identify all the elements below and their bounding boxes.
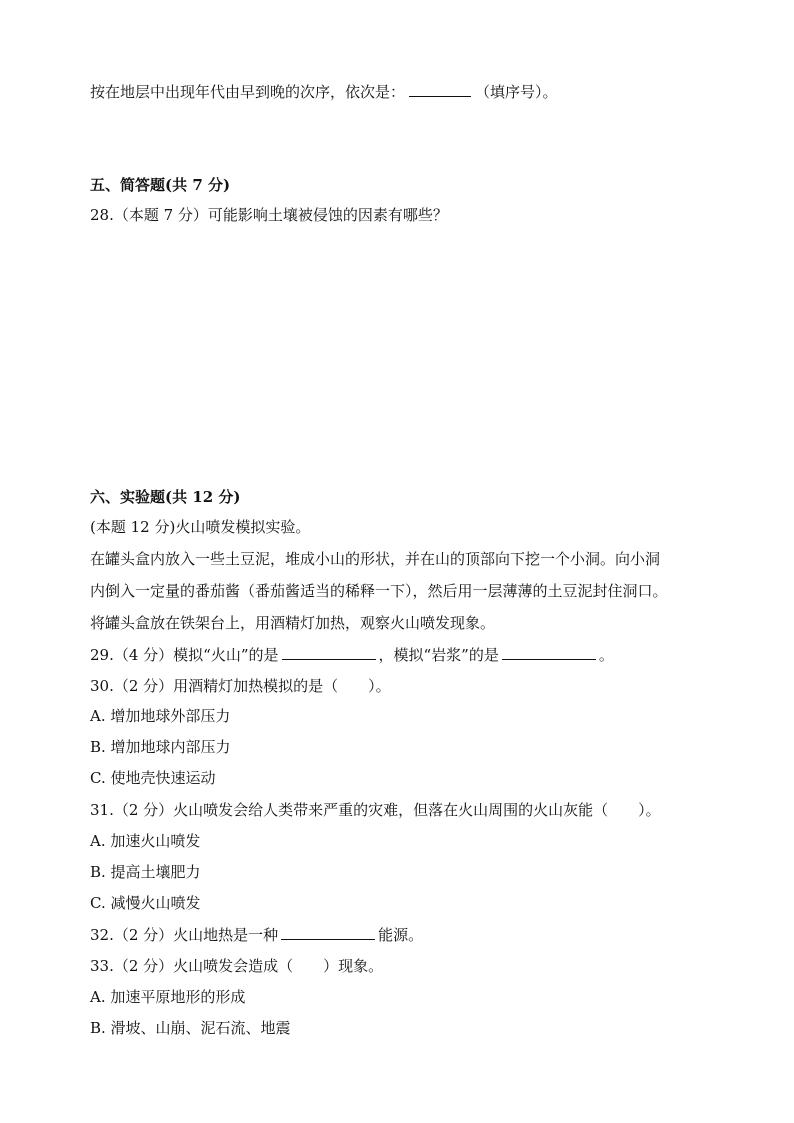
answer-blank-volcano[interactable] xyxy=(282,645,376,660)
section-6-heading: 六、实验题(共 12 分) xyxy=(90,488,241,506)
q31-option-c[interactable]: C. 减慢火山喷发 xyxy=(90,894,201,912)
experiment-desc-2: 内倒入一定量的番茄酱（番茄酱适当的稀释一下），然后用一层薄薄的土豆泥封住洞口。 xyxy=(90,582,668,600)
question-31: 31.（2 分）火山喷发会给人类带来严重的灾难，但落在火山周围的火山灰能（ ）。 xyxy=(90,801,661,819)
prev-question-suffix: （填序号）。 xyxy=(475,83,558,101)
q33-option-b[interactable]: B. 滑坡、山崩、泥石流、地震 xyxy=(90,1019,291,1037)
section-5-heading: 五、简答题(共 7 分) xyxy=(90,176,231,194)
question-33: 33.（2 分）火山喷发会造成（ ）现象。 xyxy=(90,957,384,975)
q32-part2: 能源。 xyxy=(378,926,424,944)
question-32 xyxy=(90,925,423,945)
q32-part1: 32.（2 分）火山地热是一种 xyxy=(90,926,279,944)
prev-question-line xyxy=(90,82,558,102)
experiment-intro: (本题 12 分)火山喷发模拟实验。 xyxy=(90,518,311,536)
question-29 xyxy=(90,645,614,665)
q29-part2: ，模拟“岩浆”的是 xyxy=(378,646,499,664)
q30-option-b[interactable]: B. 增加地球内部压力 xyxy=(90,738,231,756)
q31-option-b[interactable]: B. 提高土壤肥力 xyxy=(90,863,201,881)
q30-option-c[interactable]: C. 使地壳快速运动 xyxy=(90,769,216,787)
q33-option-a[interactable]: A. 加速平原地形的形成 xyxy=(90,988,246,1006)
answer-blank-magma[interactable] xyxy=(502,645,596,660)
q29-part1: 29.（4 分）模拟“火山”的是 xyxy=(90,646,279,664)
q30-option-a[interactable]: A. 增加地球外部压力 xyxy=(90,707,231,725)
question-28: 28.（本题 7 分）可能影响土壤被侵蚀的因素有哪些？ xyxy=(90,206,448,224)
experiment-desc-3: 将罐头盒放在铁架台上，用酒精灯加热，观察火山喷发现象。 xyxy=(90,614,496,632)
answer-blank[interactable] xyxy=(409,82,471,97)
q31-option-a[interactable]: A. 加速火山喷发 xyxy=(90,832,201,850)
question-30: 30.（2 分）用酒精灯加热模拟的是（ ）。 xyxy=(90,677,391,695)
answer-blank-energy[interactable] xyxy=(281,925,375,940)
q29-part3: 。 xyxy=(598,646,614,664)
prev-question-text: 按在地层中出现年代由早到晚的次序，依次是： xyxy=(90,83,406,101)
experiment-desc-1: 在罐头盒内放入一些土豆泥，堆成小山的形状，并在山的顶部向下挖一个小洞。向小洞 xyxy=(90,550,661,568)
